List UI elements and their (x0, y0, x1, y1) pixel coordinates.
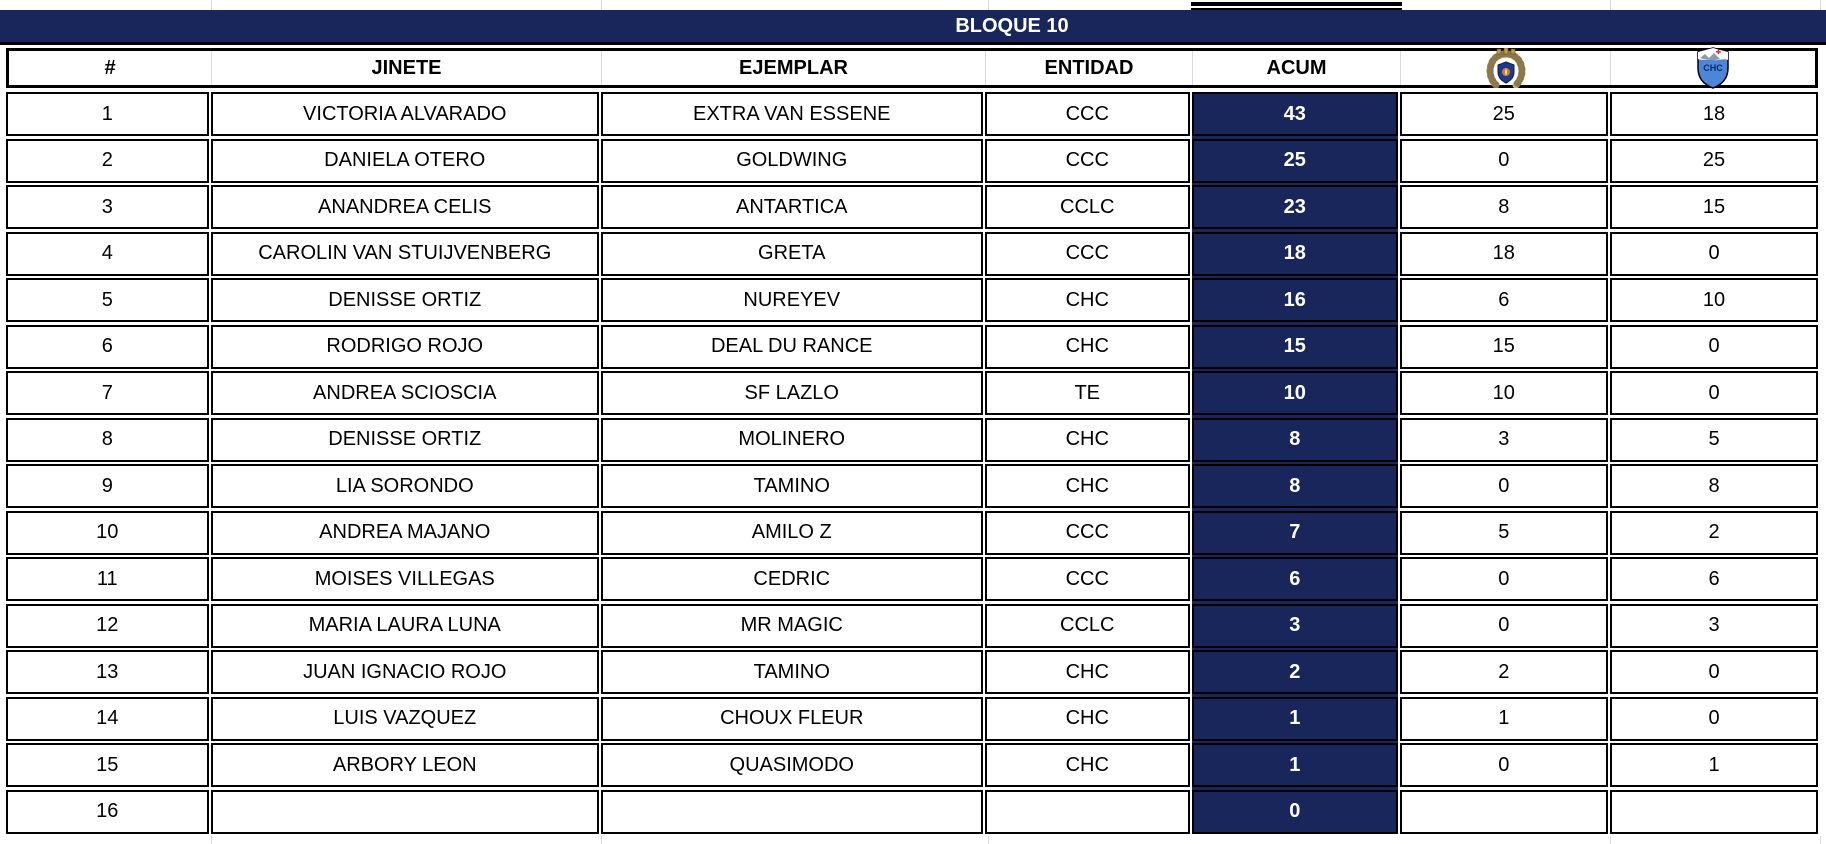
cell-entidad[interactable]: TE (985, 371, 1190, 415)
cell-points-club1[interactable]: 2 (1400, 650, 1608, 694)
cell-jinete[interactable]: LUIS VAZQUEZ (211, 697, 599, 741)
cell-jinete[interactable]: DANIELA OTERO (211, 139, 599, 183)
standings-table-body (6, 92, 1818, 834)
cell-entidad[interactable]: CHC (985, 464, 1190, 508)
header-ejemplar[interactable]: EJEMPLAR (601, 51, 985, 85)
cell-rank[interactable]: 5 (6, 278, 209, 322)
table-row (6, 464, 1818, 508)
cell-points-club2[interactable]: 8 (1610, 464, 1818, 508)
cell-ejemplar[interactable]: ANTARTICA (601, 185, 983, 229)
table-row (6, 604, 1818, 648)
blue-shield-icon (1696, 47, 1730, 89)
cell-acum[interactable]: 2 (1192, 650, 1398, 694)
table-row (6, 232, 1818, 276)
cell-entidad[interactable]: CCC (985, 511, 1190, 555)
cell-acum[interactable]: 23 (1192, 185, 1398, 229)
table-row (6, 92, 1818, 136)
cell-points-club2[interactable]: 1 (1610, 743, 1818, 787)
header-club2[interactable] (1610, 51, 1815, 85)
cell-points-club2[interactable] (1610, 790, 1818, 834)
cell-entidad[interactable]: CCC (985, 139, 1190, 183)
cell-points-club2[interactable]: 0 (1610, 650, 1818, 694)
cell-acum[interactable]: 8 (1192, 464, 1398, 508)
cell-points-club1[interactable]: 10 (1400, 371, 1608, 415)
table-row (6, 511, 1818, 555)
cell-entidad[interactable]: CHC (985, 278, 1190, 322)
gridline (988, 0, 989, 10)
cell-acum[interactable]: 3 (1192, 604, 1398, 648)
cell-ejemplar[interactable]: MR MAGIC (601, 604, 983, 648)
cell-points-club1[interactable]: 0 (1400, 743, 1608, 787)
cell-points-club1[interactable]: 6 (1400, 278, 1608, 322)
cell-rank[interactable]: 1 (6, 92, 209, 136)
cell-acum[interactable]: 7 (1192, 511, 1398, 555)
cell-ejemplar[interactable]: TAMINO (601, 464, 983, 508)
gridline (601, 836, 602, 844)
table-header-row (6, 48, 1818, 88)
cell-points-club2[interactable]: 2 (1610, 511, 1818, 555)
cell-acum[interactable]: 16 (1192, 278, 1398, 322)
cell-points-club1[interactable]: 0 (1400, 139, 1608, 183)
cell-jinete[interactable]: MARIA LAURA LUNA (211, 604, 599, 648)
cell-jinete[interactable] (211, 790, 599, 834)
cell-acum[interactable]: 43 (1192, 92, 1398, 136)
acum-column-top-border (1191, 2, 1402, 6)
cell-points-club1[interactable]: 8 (1400, 185, 1608, 229)
cell-jinete[interactable]: LIA SORONDO (211, 464, 599, 508)
cell-acum[interactable]: 1 (1192, 697, 1398, 741)
gridline (1820, 836, 1821, 844)
table-row (6, 418, 1818, 462)
cell-points-club2[interactable]: 5 (1610, 418, 1818, 462)
cell-ejemplar[interactable]: MOLINERO (601, 418, 983, 462)
cell-ejemplar[interactable]: CHOUX FLEUR (601, 697, 983, 741)
header-acum[interactable]: ACUM (1192, 51, 1400, 85)
cell-acum[interactable]: 10 (1192, 371, 1398, 415)
cell-points-club1[interactable]: 25 (1400, 92, 1608, 136)
cell-jinete[interactable]: VICTORIA ALVARADO (211, 92, 599, 136)
cell-points-club2[interactable]: 25 (1610, 139, 1818, 183)
cell-points-club2[interactable]: 10 (1610, 278, 1818, 322)
cell-acum[interactable]: 0 (1192, 790, 1398, 834)
table-row (6, 697, 1818, 741)
header-club1[interactable] (1400, 51, 1610, 85)
cell-rank[interactable]: 2 (6, 139, 209, 183)
cell-points-club2[interactable]: 0 (1610, 697, 1818, 741)
cell-acum[interactable]: 8 (1192, 418, 1398, 462)
cell-points-club1[interactable]: 15 (1400, 325, 1608, 369)
gridline (211, 836, 212, 844)
top-gridline-strip (0, 0, 1826, 10)
cell-jinete[interactable]: ANDREA MAJANO (211, 511, 599, 555)
bottom-gridline-strip (0, 836, 1826, 844)
header-rank[interactable]: # (104, 56, 116, 79)
horseshoe-crest-icon (1485, 48, 1527, 88)
shield-text: CHC (1703, 63, 1723, 73)
cell-rank[interactable]: 7 (6, 371, 209, 415)
cell-jinete[interactable]: ARBORY LEON (211, 743, 599, 787)
table-row (6, 650, 1818, 694)
block-title: BLOQUE 10 (955, 15, 1069, 37)
table-row (6, 139, 1818, 183)
cell-jinete[interactable]: MOISES VILLEGAS (211, 557, 599, 601)
cell-rank[interactable]: 10 (6, 511, 209, 555)
cell-points-club1[interactable]: 5 (1400, 511, 1608, 555)
gridline (1610, 836, 1611, 844)
cell-entidad[interactable]: CCLC (985, 185, 1190, 229)
gridline (211, 0, 212, 10)
cell-rank[interactable]: 13 (6, 650, 209, 694)
table-row (6, 743, 1818, 787)
cell-points-club1[interactable]: 1 (1400, 697, 1608, 741)
cell-ejemplar[interactable]: GRETA (601, 232, 983, 276)
cell-acum[interactable]: 25 (1192, 139, 1398, 183)
cell-acum[interactable]: 1 (1192, 743, 1398, 787)
cell-entidad[interactable]: CCC (985, 232, 1190, 276)
cell-points-club2[interactable]: 15 (1610, 185, 1818, 229)
gridline (1820, 0, 1821, 10)
cell-points-club1[interactable]: 0 (1400, 464, 1608, 508)
table-row (6, 371, 1818, 415)
cell-entidad[interactable]: CHC (985, 650, 1190, 694)
gridline (988, 836, 989, 844)
cell-entidad[interactable]: CHC (985, 418, 1190, 462)
table-row (6, 325, 1818, 369)
table-row (6, 790, 1818, 834)
cell-points-club1[interactable]: 3 (1400, 418, 1608, 462)
cell-jinete[interactable]: CAROLIN VAN STUIJVENBERG (211, 232, 599, 276)
cell-entidad[interactable]: CHC (985, 325, 1190, 369)
cell-acum[interactable]: 15 (1192, 325, 1398, 369)
cell-rank[interactable]: 4 (6, 232, 209, 276)
cell-entidad[interactable]: CCLC (985, 604, 1190, 648)
cell-ejemplar[interactable]: EXTRA VAN ESSENE (601, 92, 983, 136)
cell-points-club1[interactable]: 18 (1400, 232, 1608, 276)
cell-jinete[interactable]: ANANDREA CELIS (211, 185, 599, 229)
cell-jinete[interactable]: JUAN IGNACIO ROJO (211, 650, 599, 694)
gridline (601, 0, 602, 10)
gridline (1610, 0, 1611, 10)
cell-rank[interactable]: 14 (6, 697, 209, 741)
cell-points-club2[interactable]: 6 (1610, 557, 1818, 601)
cell-jinete[interactable]: DENISSE ORTIZ (211, 278, 599, 322)
cell-entidad[interactable]: CCC (985, 557, 1190, 601)
cell-jinete[interactable]: RODRIGO ROJO (211, 325, 599, 369)
cell-points-club2[interactable]: 0 (1610, 232, 1818, 276)
cell-acum[interactable]: 18 (1192, 232, 1398, 276)
cell-ejemplar[interactable]: TAMINO (601, 650, 983, 694)
table-row (6, 185, 1818, 229)
table-row (6, 557, 1818, 601)
block-title-band (0, 10, 1826, 45)
cell-entidad[interactable]: CHC (985, 697, 1190, 741)
cell-rank[interactable]: 16 (6, 790, 209, 834)
cell-rank[interactable]: 12 (6, 604, 209, 648)
cell-ejemplar[interactable]: DEAL DU RANCE (601, 325, 983, 369)
cell-ejemplar[interactable]: GOLDWING (601, 139, 983, 183)
table-row (6, 278, 1818, 322)
cell-rank[interactable]: 8 (6, 418, 209, 462)
cell-entidad[interactable] (985, 790, 1190, 834)
cell-ejemplar[interactable]: NUREYEV (601, 278, 983, 322)
cell-rank[interactable]: 15 (6, 743, 209, 787)
cell-jinete[interactable]: DENISSE ORTIZ (211, 418, 599, 462)
cell-acum[interactable]: 6 (1192, 557, 1398, 601)
cell-points-club1[interactable]: 0 (1400, 557, 1608, 601)
cell-points-club2[interactable]: 0 (1610, 325, 1818, 369)
cell-points-club1[interactable] (1400, 790, 1608, 834)
header-jinete[interactable]: JINETE (211, 51, 601, 85)
cell-entidad[interactable]: CCC (985, 92, 1190, 136)
cell-ejemplar[interactable] (601, 790, 983, 834)
cell-ejemplar[interactable]: QUASIMODO (601, 743, 983, 787)
cell-rank[interactable]: 9 (6, 464, 209, 508)
cell-ejemplar[interactable]: CEDRIC (601, 557, 983, 601)
cell-points-club2[interactable]: 0 (1610, 371, 1818, 415)
cell-points-club1[interactable]: 0 (1400, 604, 1608, 648)
cell-rank[interactable]: 3 (6, 185, 209, 229)
cell-jinete[interactable]: ANDREA SCIOSCIA (211, 371, 599, 415)
header-entidad[interactable]: ENTIDAD (985, 51, 1192, 85)
cell-rank[interactable]: 11 (6, 557, 209, 601)
cell-entidad[interactable]: CHC (985, 743, 1190, 787)
cell-points-club2[interactable]: 3 (1610, 604, 1818, 648)
cell-points-club2[interactable]: 18 (1610, 92, 1818, 136)
cell-ejemplar[interactable]: AMILO Z (601, 511, 983, 555)
cell-ejemplar[interactable]: SF LAZLO (601, 371, 983, 415)
cell-rank[interactable]: 6 (6, 325, 209, 369)
